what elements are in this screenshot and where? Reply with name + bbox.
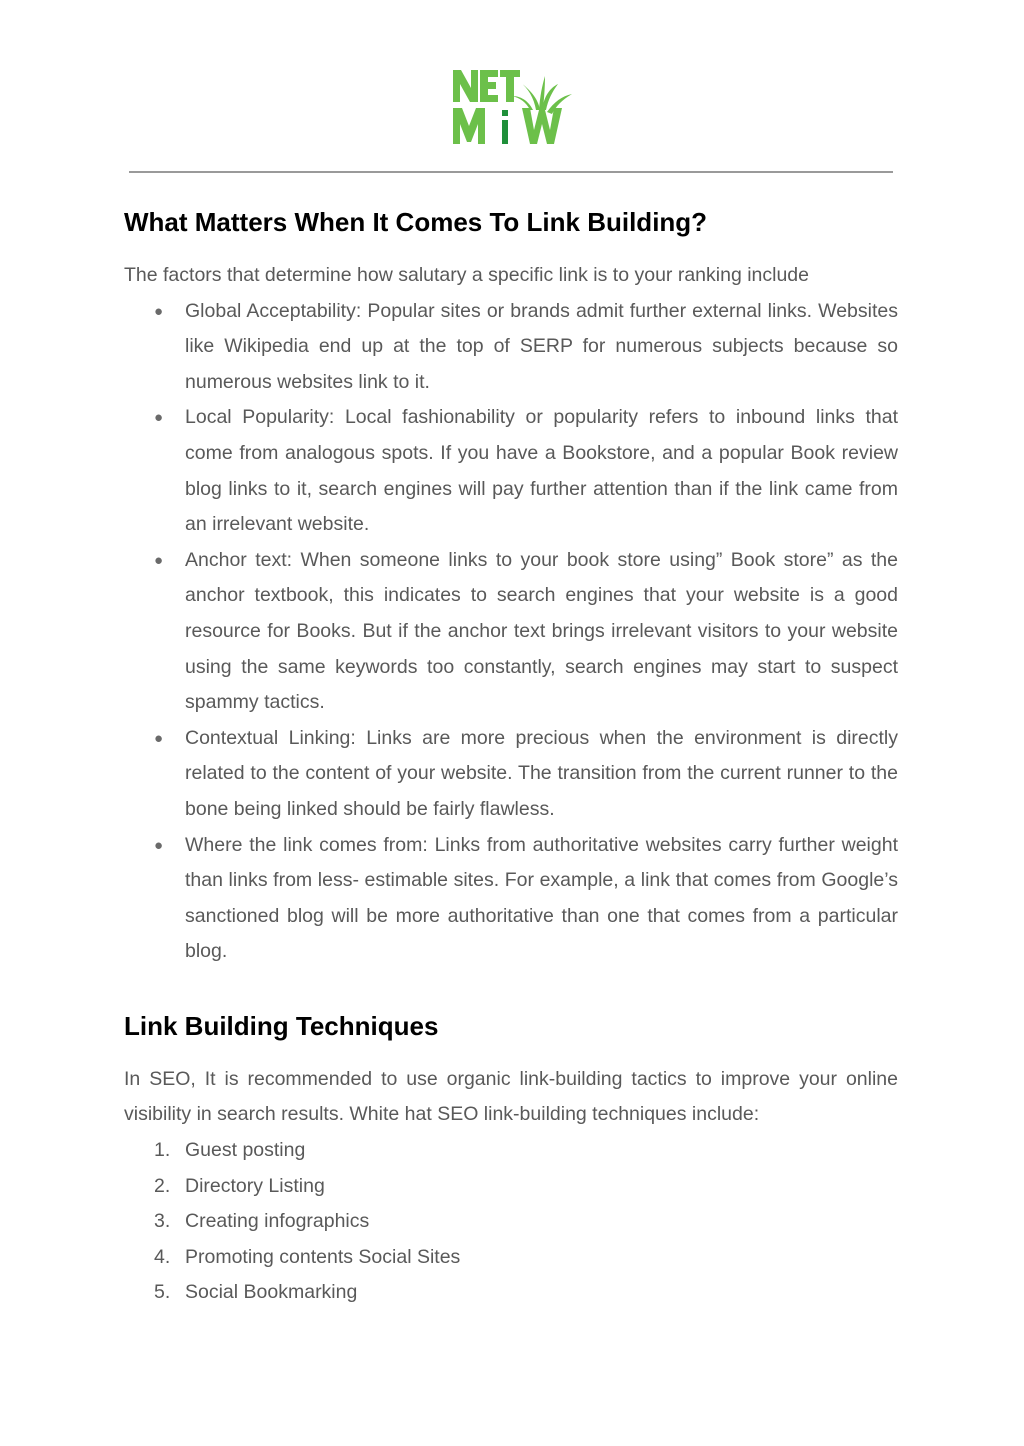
list-item — [154, 721, 898, 828]
list-item-text: Global Acceptability: Popular sites or brands admit further external links. Websites like Wikipedia end up at the top of SERP for numerous subjects because so numerous websites link to it. — [185, 299, 898, 393]
bullet-icon: ● — [154, 409, 164, 427]
header-divider — [129, 171, 893, 173]
list-number: 1. — [154, 1139, 171, 1162]
list-item-text: Social Bookmarking — [185, 1281, 358, 1304]
list-item-text: Promoting contents Social Sites — [185, 1245, 461, 1268]
list-item-text: Where the link comes from: Links from authoritative websites carry further weight than links from less- estimable sites. For example, a link that comes from Google’s sanctioned blog will be more authoritative than one that comes from a particular blog. — [185, 833, 898, 963]
bullet-icon: ● — [154, 302, 164, 320]
section1-intro: The factors that determine how salutary a specific link is to your ranking include — [124, 264, 809, 286]
list-item — [154, 1275, 898, 1311]
list-item — [154, 1204, 898, 1240]
list-item — [154, 828, 898, 970]
list-item-text: Guest posting — [185, 1139, 306, 1162]
list-item — [154, 1133, 898, 1169]
list-item — [154, 400, 898, 542]
netmw-logo — [450, 66, 576, 148]
list-item-text: Local Popularity: Local fashionability or popularity refers to inbound links that come from analogous spots. If you have a Bookstore, and a popular Book review blog links to it, search engines will pay further attention than if the link came from an irrelevant website. — [185, 406, 898, 536]
list-item — [154, 543, 898, 721]
section1-heading: What Matters When It Comes To Link Building? — [124, 207, 708, 237]
list-item — [154, 1169, 898, 1205]
factors-list — [124, 294, 898, 970]
techniques-list — [124, 1133, 898, 1311]
list-number: 5. — [154, 1281, 171, 1304]
document-body — [124, 200, 898, 1311]
list-number: 2. — [154, 1174, 171, 1197]
list-item — [154, 1240, 898, 1276]
list-number: 4. — [154, 1245, 171, 1268]
list-item-text: Directory Listing — [185, 1174, 325, 1197]
list-item — [154, 294, 898, 401]
list-item-text: Contextual Linking: Links are more precious when the environment is directly related to the content of your website. The transition from the current runner to the bone being linked should be fairly flawless. — [185, 726, 898, 820]
bullet-icon: ● — [154, 836, 164, 854]
list-item-text: Creating infographics — [185, 1210, 370, 1233]
list-item-text: Anchor text: When someone links to your book store using” Book store” as the anchor textbook, this indicates to search engines that your website is a good resource for Books. But if the anchor text brings irrelevant visitors to your website using the same keywords too constantly, search engines may start to suspect spammy tactics. — [185, 548, 898, 714]
bullet-icon: ● — [154, 729, 164, 747]
section2-heading: Link Building Techniques — [124, 1010, 439, 1041]
list-number: 3. — [154, 1210, 171, 1233]
bullet-icon: ● — [154, 551, 164, 569]
section2-intro: In SEO, It is recommended to use organic link-building tactics to improve your online visibility in search results. White hat SEO link-building techniques include: — [124, 1067, 898, 1126]
